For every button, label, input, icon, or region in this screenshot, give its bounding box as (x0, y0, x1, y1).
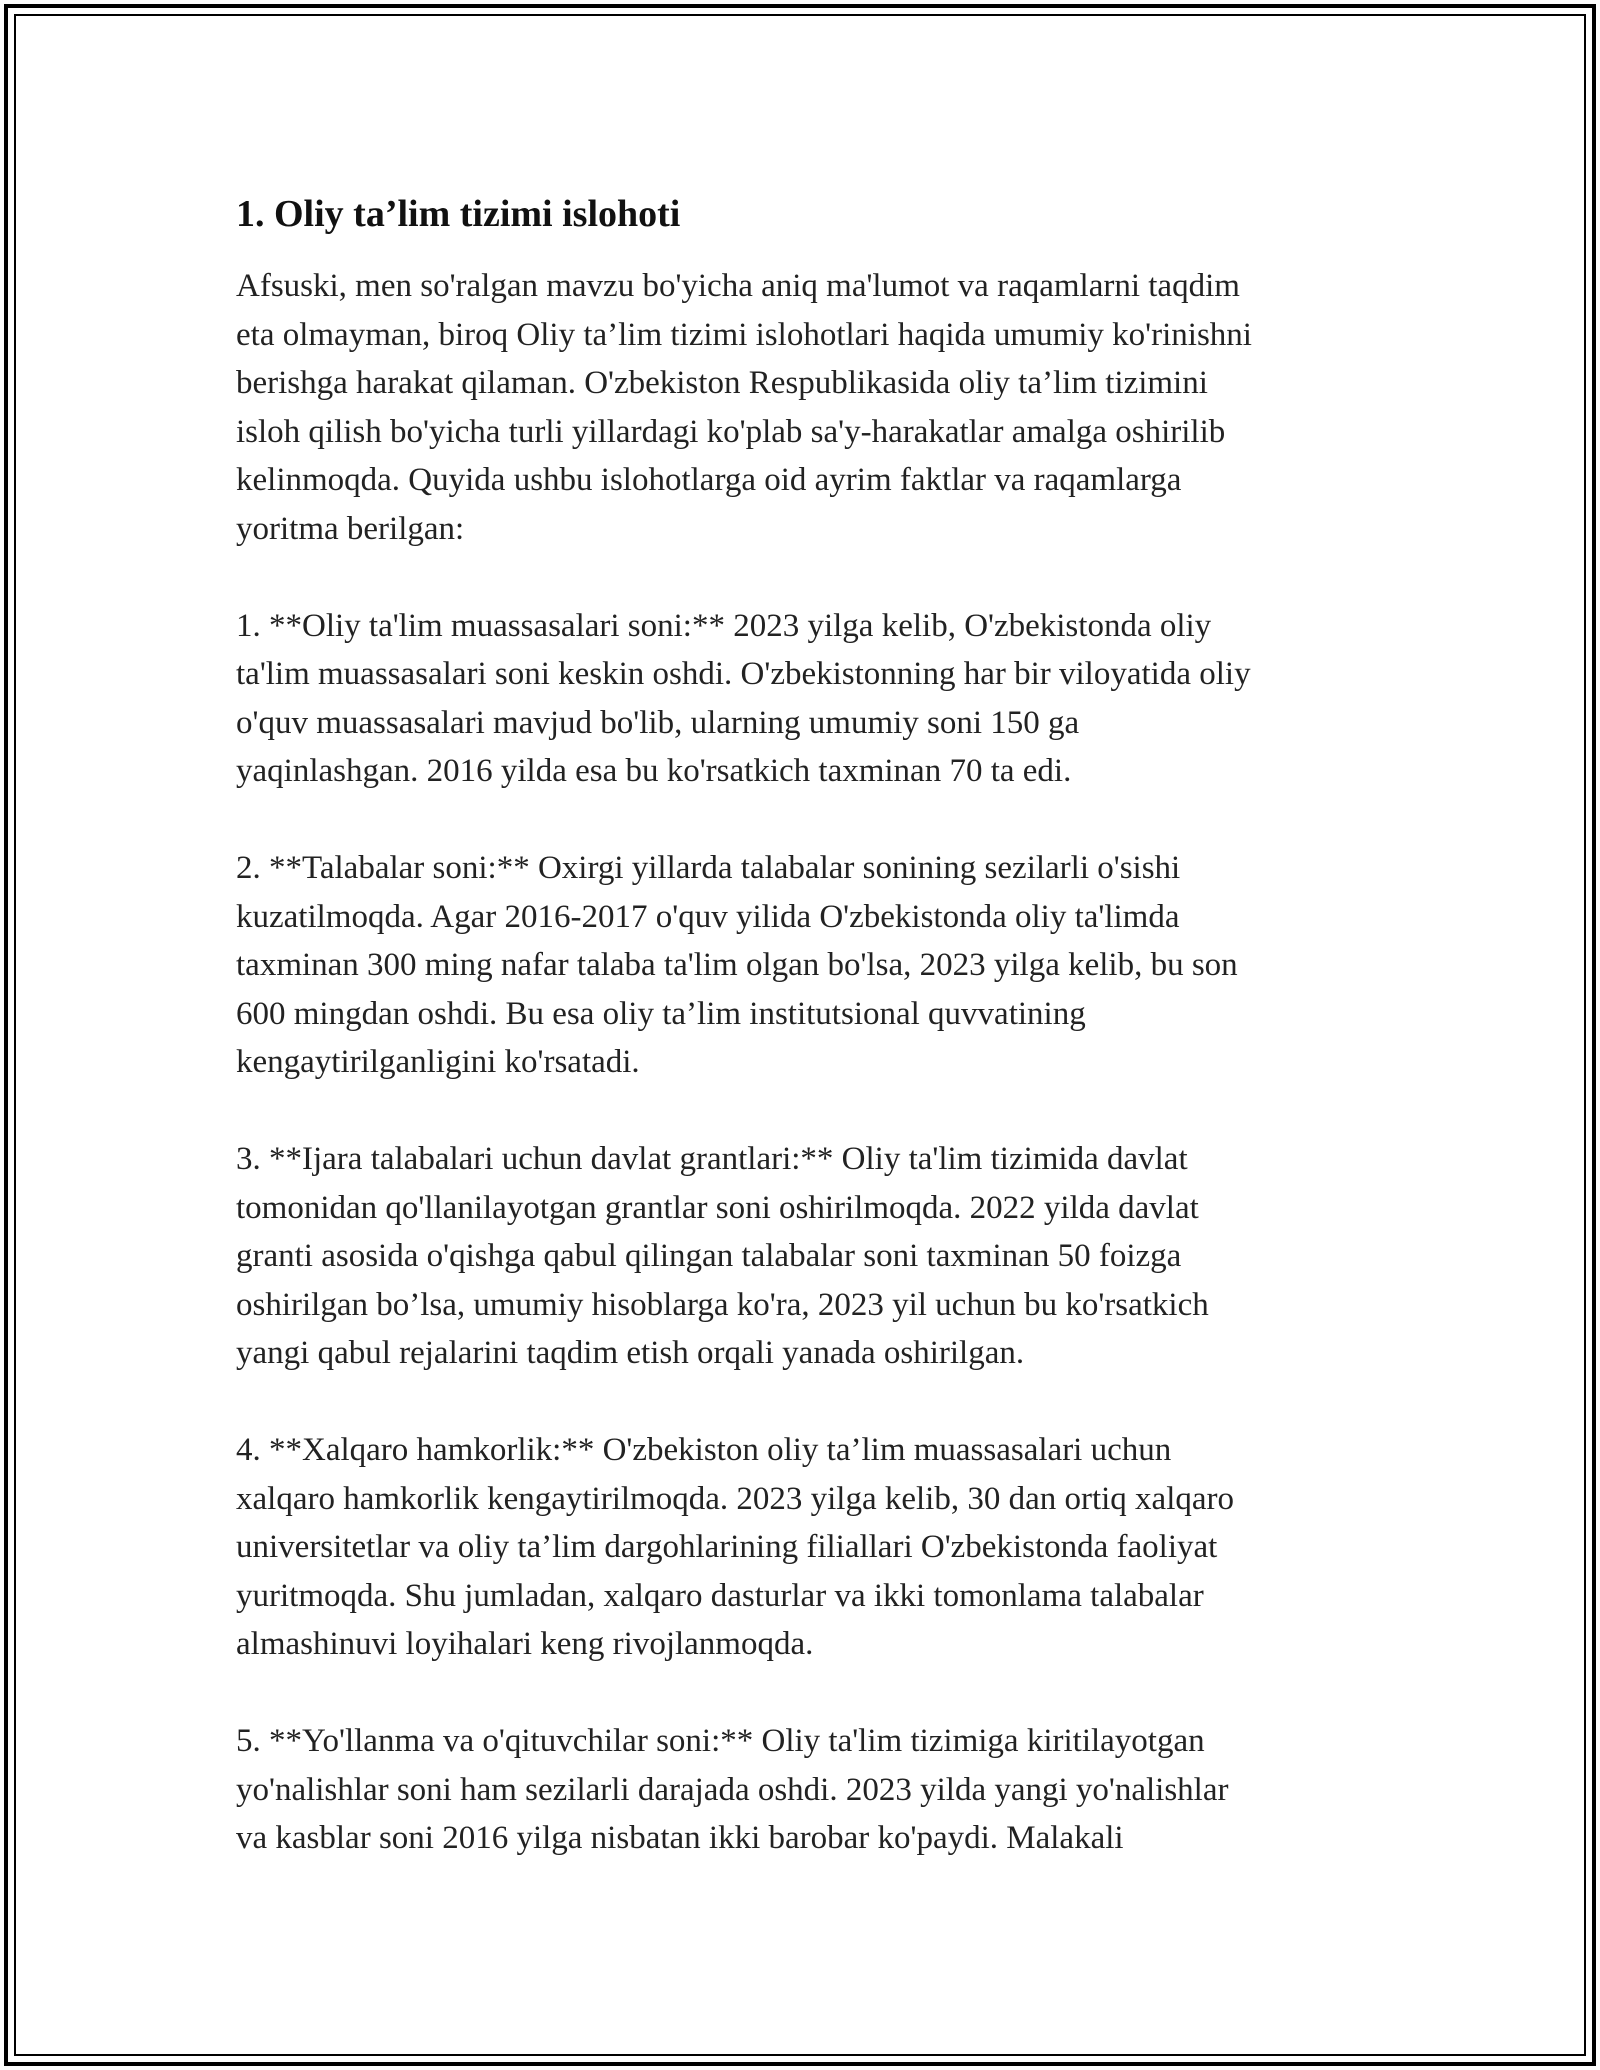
list-item-3-paragraph: 3. **Ijara talabalari uchun davlat grantlari:** Oliy ta'lim tizimida davlat tomonidan qo'llanilayotgan grantlar soni oshirilmoqda. 2022 yilda davlat granti asosida o'qishga qabul qilingan talabalar soni taxminan 50 foizga oshirilgan bo’lsa, umumiy hisoblarga ko'ra, 2023 yil uchun bu ko'rsatkich yangi qabul rejalarini taqdim etish orqali yanada oshirilgan. (236, 1141, 1209, 1371)
intro-paragraph: Afsuski, men so'ralgan mavzu bo'yicha aniq ma'lumot va raqamlarni taqdim eta olmayman, biroq Oliy ta’lim tizimi islohotlari haqida umumiy ko'rinishni berishga harakat qilaman. O'zbekiston Respublikasida oliy ta’lim tizimini isloh qilish bo'yicha turli yillardagi ko'plab sa'y-harakatlar amalga oshirilib kelinmoqda. Quyida ushbu islohotlarga oid ayrim faktlar va raqamlarga yoritma berilgan: (236, 268, 1252, 547)
document-heading: 1. Oliy ta’lim tizimi islohoti (236, 193, 681, 235)
list-item-5-paragraph: 5. **Yo'llanma va o'qituvchilar soni:** Oliy ta'lim tizimiga kiritilayotgan yo'nalishlar soni ham sezilarli darajada oshdi. 2023 yilda yangi yo'nalishlar va kasblar soni 2016 yilga nisbatan ikki barobar ko'paydi. Malakali (236, 1723, 1229, 1856)
list-item-1-paragraph: 1. **Oliy ta'lim muassasalari soni:** 2023 yilga kelib, O'zbekistonda oliy ta'lim muassasalari soni keskin oshdi. O'zbekistonning har bir viloyatida oliy o'quv muassasalari mavjud bo'lib, ularning umumiy soni 150 ga yaqinlashgan. 2016 yilda esa bu ko'rsatkich taxminan 70 ta edi. (236, 607, 1251, 789)
list-item-2-paragraph: 2. **Talabalar soni:** Oxirgi yillarda talabalar sonining sezilarli o'sishi kuzatilmoqda. Agar 2016-2017 o'quv yilida O'zbekistonda oliy ta'limda taxminan 300 ming nafar talaba ta'lim olgan bo'lsa, 2023 yilga kelib, bu son 600 mingdan oshdi. Bu esa oliy ta’lim institutsional quvvatining kengaytirilganligini ko'rsatadi. (236, 850, 1238, 1080)
document-body (236, 190, 1386, 1863)
list-item-4-paragraph: 4. **Xalqaro hamkorlik:** O'zbekiston oliy ta’lim muassasalari uchun xalqaro hamkorlik kengaytirilmoqda. 2023 yilga kelib, 30 dan ortiq xalqaro universitetlar va oliy ta’lim dargohlarining filiallari O'zbekistonda faoliyat yuritmoqda. Shu jumladan, xalqaro dasturlar va ikki tomonlama talabalar almashinuvi loyihalari keng rivojlanmoqda. (236, 1432, 1235, 1662)
